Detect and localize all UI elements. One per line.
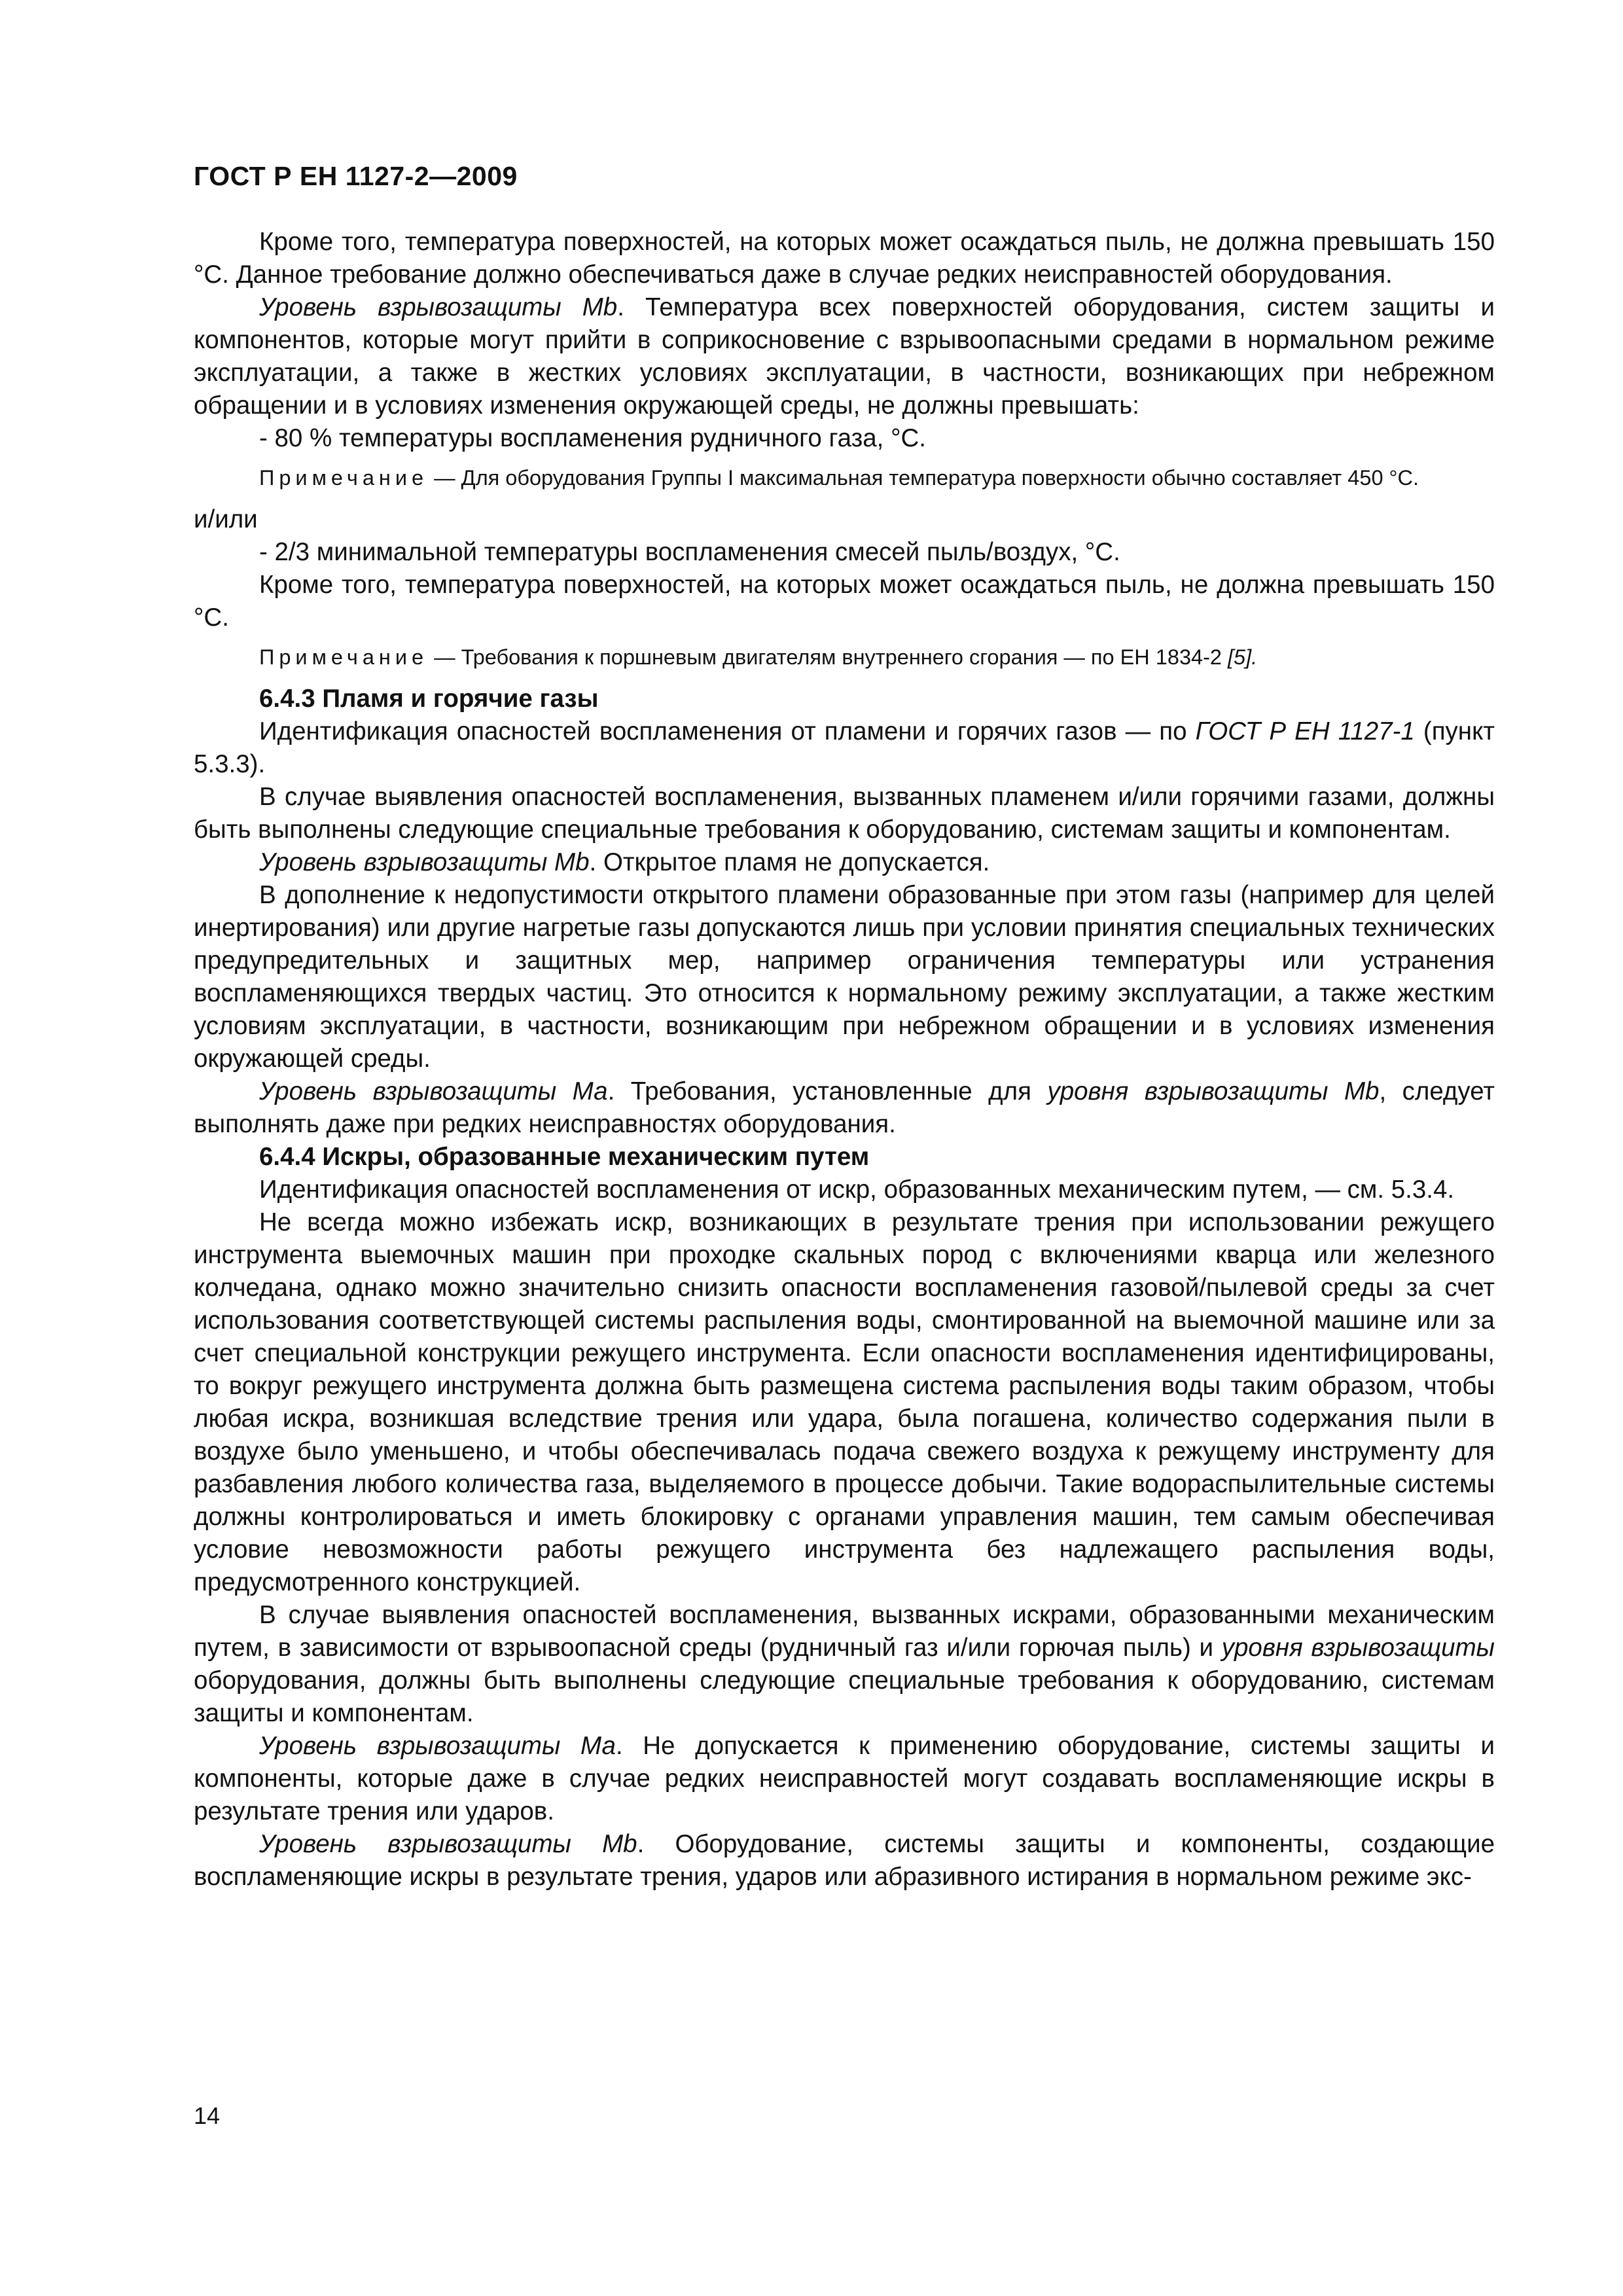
paragraph: и/или: [194, 505, 258, 533]
note: Примечание — Требования к поршневым двигателям внутреннего сгорания — по ЕН 1834-2 [5].: [259, 645, 1258, 669]
protection-level-term: уровня взрывозащиты: [1221, 1634, 1495, 1662]
document-body: [194, 226, 1495, 1893]
paragraph: Не всегда можно избежать искр, возникающих в результате трения при использовании режущего инструмента выемочных машин при проходке скальных пород с включениями кварца или железного колчедана, однако можно значительно снизить опасности воспламенения газовой/пылевой среды за счет использования соответствующей системы распыления воды, смонтированной на выемочной машине или за счет специальной конструкции режущего инструмента. Если опасности воспламенения идентифицированы, то вокруг режущего инструмента должна быть размещена система распыления воды таким образом, чтобы любая искра, возникшая вследствие трения или удара, была погашена, количество содержания пыли в воздухе было уменьшено, и чтобы обеспечивалась подача свежего воздуха к режущему инструменту для разбавления любого количества газа, выделяемого в процессе добычи. Такие водораспылительные системы должны контролироваться и иметь блокировку с органами управления машин, тем самым обеспечивая условие невозможности работы режущего инструмента без надлежащего распыления воды, предусмотренного конструкцией.: [194, 1208, 1495, 1596]
paragraph: Уровень взрывозащиты Ма. Не допускается к применению оборудование, системы защиты и компоненты, которые даже в случае редких неисправностей могут создавать воспламеняющие искры в результате трения или ударов.: [194, 1732, 1495, 1825]
protection-level-term: Уровень взрывозащиты Ма: [259, 1077, 608, 1105]
section-heading: 6.4.3 Пламя и горячие газы: [259, 685, 599, 713]
protection-level-term: Уровень взрывозащиты Mb: [259, 848, 590, 876]
reference: ГОСТ Р ЕН 1127-1: [1195, 717, 1415, 745]
paragraph: Уровень взрывозащиты Mb. Открытое пламя не допускается.: [259, 848, 990, 876]
paragraph: Идентификация опасностей воспламенения от искр, образованных механическим путем, — см. 5.3.4.: [259, 1175, 1455, 1204]
page-number: 14: [194, 2102, 221, 2129]
paragraph: В случае выявления опасностей воспламенения, вызванных пламенем и/или горячими газами, должны быть выполнены следующие специальные требования к оборудованию, системам защиты и компонентам.: [194, 783, 1495, 844]
paragraph: Кроме того, температура поверхностей, на которых может осаждаться пыль, не должна превышать 150 °С. Данное требование должно обеспечиваться даже в случае редких неисправностей оборудования.: [194, 228, 1495, 289]
paragraph: Уровень взрывозащиты Mb. Температура всех поверхностей оборудования, систем защиты и компонентов, которые могут прийти в соприкосновение с взрывоопасными средами в нормальном режиме эксплуатации, а также в жестких условиях эксплуатации, в частности, возникающих при небрежном обращении и в условиях изменения окружающей среды, не должны превышать:: [194, 293, 1495, 420]
reference: [5].: [1228, 645, 1258, 669]
paragraph: В дополнение к недопустимости открытого пламени образованные при этом газы (например для целей инертирования) или другие нагретые газы допускаются лишь при условии принятия специальных технических предупредительных и защитных мер, например ограничения температуры или устранения воспламеняющихся твердых частиц. Это относится к нормальному режиму эксплуатации, а также жестким условиям эксплуатации, в частности, возникающим при небрежном обращении и в условиях изменения окружающей среды.: [194, 881, 1495, 1073]
paragraph: В случае выявления опасностей воспламенения, вызванных искрами, образованными механическим путем, в зависимости от взрывоопасной среды (рудничный газ и/или горючая пыль) и уровня взрывозащиты оборудования, должны быть выполнены следующие специальные требования к оборудованию, системам защиты и компонентам.: [194, 1601, 1495, 1727]
document-code-header: ГОСТ Р ЕН 1127-2—2009: [194, 161, 518, 191]
list-item: - 2/3 минимальной температуры воспламенения смесей пыль/воздух, °С.: [259, 538, 1120, 566]
protection-level-term: Уровень взрывозащиты Mb: [259, 293, 618, 321]
note-label: Примечание: [259, 645, 429, 669]
note-label: Примечание: [259, 466, 429, 490]
protection-level-term: уровня взрывозащиты Mb: [1047, 1077, 1380, 1105]
section-heading: 6.4.4 Искры, образованные механическим путем: [259, 1143, 870, 1171]
paragraph: Кроме того, температура поверхностей, на которых может осаждаться пыль, не должна превышать 150 °С.: [194, 571, 1495, 632]
paragraph: Уровень взрывозащиты Mb. Оборудование, системы защиты и компоненты, создающие воспламеняющие искры в результате трения, ударов или абразивного истирания в нормальном режиме экс-: [194, 1830, 1495, 1891]
list-item: - 80 % температуры воспламенения рудничного газа, °С.: [259, 424, 926, 452]
note: Примечание — Для оборудования Группы I максимальная температура поверхности обычно составляет 450 °С.: [259, 466, 1419, 490]
paragraph: Уровень взрывозащиты Ма. Требования, установленные для уровня взрывозащиты Mb, следует выполнять даже при редких неисправностях оборудования.: [194, 1077, 1495, 1138]
protection-level-term: Уровень взрывозащиты Ма: [259, 1732, 616, 1760]
protection-level-term: Уровень взрывозащиты Mb: [259, 1830, 637, 1858]
paragraph: Идентификация опасностей воспламенения от пламени и горячих газов — по ГОСТ Р ЕН 1127-1 (пункт 5.3.3).: [194, 717, 1495, 778]
